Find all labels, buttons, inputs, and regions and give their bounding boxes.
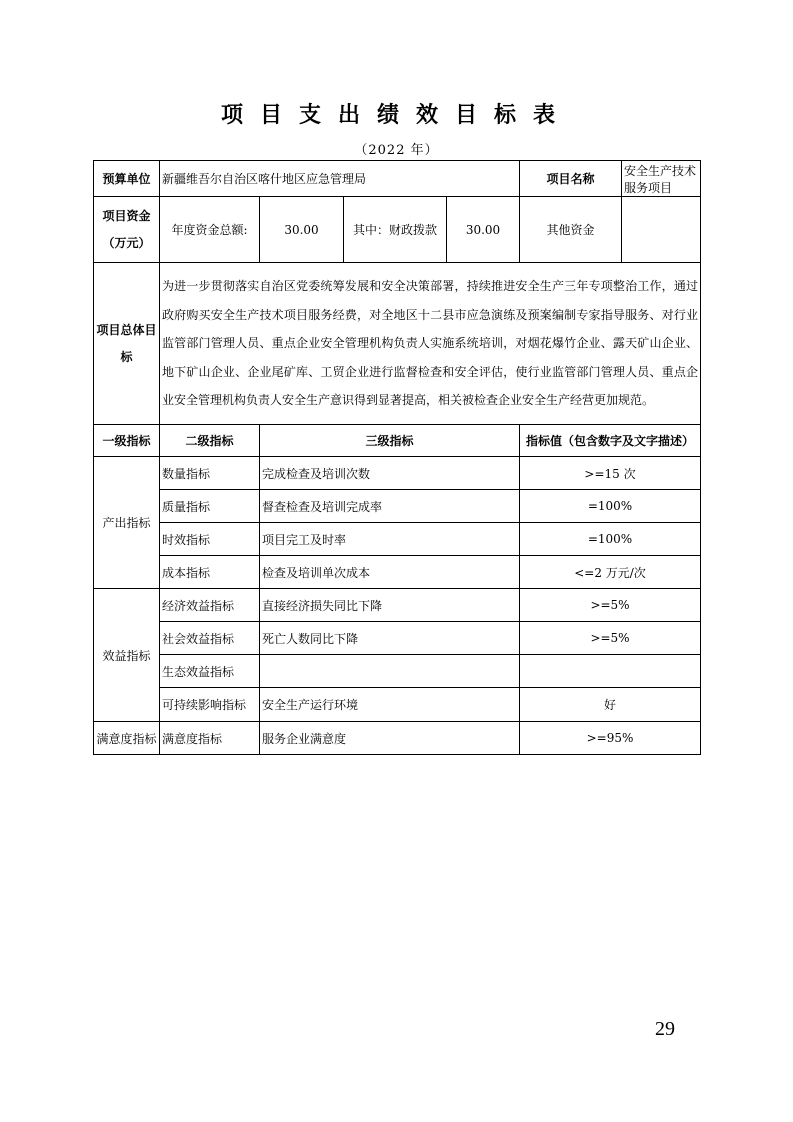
level3-cell: 项目完工及时率 (260, 523, 520, 556)
value-cell: >=95% (520, 722, 701, 755)
level3-cell: 直接经济损失同比下降 (260, 589, 520, 622)
level3-cell: 完成检查及培训次数 (260, 457, 520, 490)
level3-cell: 督查检查及培训完成率 (260, 490, 520, 523)
level3-cell: 服务企业满意度 (260, 722, 520, 755)
funds-label-line1: 项目资金 (102, 208, 151, 223)
level3-cell (260, 655, 520, 688)
level3-cell: 检查及培训单次成本 (260, 556, 520, 589)
level2-cell: 成本指标 (160, 556, 260, 589)
table-row (94, 490, 701, 523)
performance-table (93, 160, 701, 755)
level2-cell: 满意度指标 (160, 722, 260, 755)
level3-cell: 安全生产运行环境 (260, 688, 520, 722)
goal-label: 项目总体目标 (94, 263, 160, 425)
level2-cell: 可持续影响指标 (160, 688, 260, 722)
other-funds-value (622, 197, 701, 263)
level3-header: 三级指标 (260, 425, 520, 457)
page-title: 项目支出绩效目标表 (220, 103, 572, 128)
funds-label-line2: （万元） (102, 235, 151, 250)
indicator-header-row (94, 425, 701, 457)
table-row (94, 457, 701, 490)
table-row (94, 655, 701, 688)
goal-row (94, 263, 701, 425)
table-row (94, 589, 701, 622)
table-row (94, 688, 701, 722)
level2-cell: 社会效益指标 (160, 622, 260, 655)
value-cell: 好 (520, 688, 701, 722)
level2-cell: 生态效益指标 (160, 655, 260, 688)
level1-output: 产出指标 (94, 457, 160, 589)
value-cell: =100% (520, 490, 701, 523)
project-name-value: 安全生产技术服务项目 (622, 161, 701, 197)
table-row (94, 556, 701, 589)
fiscal-label: 其中：财政拨款 (344, 197, 447, 263)
level2-cell: 经济效益指标 (160, 589, 260, 622)
value-cell: <=2 万元/次 (520, 556, 701, 589)
table-row (94, 523, 701, 556)
value-cell: >=5% (520, 589, 701, 622)
value-cell: >=15 次 (520, 457, 701, 490)
budget-unit-label: 预算单位 (94, 161, 160, 197)
value-cell: =100% (520, 523, 701, 556)
year-label: （2022 年） (354, 143, 439, 158)
annual-total-label: 年度资金总额: (160, 197, 260, 263)
level2-cell: 质量指标 (160, 490, 260, 523)
page-number: 29 (655, 1018, 675, 1040)
value-cell (520, 655, 701, 688)
table-row (94, 622, 701, 655)
goal-text: 为进一步贯彻落实自治区党委统筹发展和安全决策部署，持续推进安全生产三年专项整治工作，通过政府购买安全生产技术项目服务经费，对全地区十二县市应急演练及预案编制专家指导服务、对行业监管部门管理人员、重点企业安全管理机构负责人实施系统培训，对烟花爆竹企业、露天矿山企业、地下矿山企业、企业尾矿库、工贸企业进行监督检查和安全评估，使行业监管部门管理人员、重点企业安全管理机构负责人安全生产意识得到显著提高，相关被检查企业安全生产经营更加规范。 (160, 263, 701, 425)
level3-cell: 死亡人数同比下降 (260, 622, 520, 655)
funds-label (94, 197, 160, 263)
other-funds-label: 其他资金 (520, 197, 622, 263)
project-name-label: 项目名称 (520, 161, 622, 197)
level1-header: 一级指标 (94, 425, 160, 457)
level2-cell: 时效指标 (160, 523, 260, 556)
level1-satisfaction: 满意度指标 (94, 722, 160, 755)
value-cell: >=5% (520, 622, 701, 655)
level1-benefit: 效益指标 (94, 589, 160, 722)
funds-row (94, 197, 701, 263)
header-row (94, 161, 701, 197)
level2-cell: 数量指标 (160, 457, 260, 490)
budget-unit-value: 新疆维吾尔自治区喀什地区应急管理局 (160, 161, 520, 197)
value-header: 指标值（包含数字及文字描述） (520, 425, 701, 457)
annual-total-value: 30.00 (260, 197, 344, 263)
table-row (94, 722, 701, 755)
level2-header: 二级指标 (160, 425, 260, 457)
fiscal-value: 30.00 (447, 197, 520, 263)
